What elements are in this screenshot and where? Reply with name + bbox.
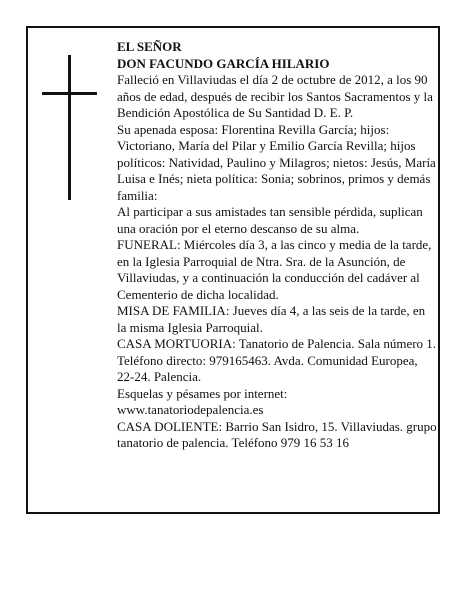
cross-horizontal-bar [42,92,97,95]
prayer-request: Al participar a sus amistades tan sensible pérdida, suplican una oración por el eterno descanso de su alma. [117,204,423,236]
cross-vertical-bar [68,55,71,200]
heading-title: EL SEÑOR [117,39,182,54]
funeral-info: FUNERAL: Miércoles día 3, a las cinco y media de la tarde, en la Iglesia Parroquial de Ntra. Sra. de la Asunción, de Villaviudas, y a continuación la conducción del cadáver al Cementerio de dicha localidad. [117,237,432,302]
obituary-notice [26,26,440,514]
deceased-name: DON FACUNDO GARCÍA HILARIO [117,55,330,71]
family-list: Su apenada esposa: Florentina Revilla García; hijos: Victoriano, María del Pilar y Emilio García Revilla; hijos políticos: Natividad, Paulino y Milagros; nietos: Jesús, María Luisa e Inés; nieta política: Sonia; sobrinos, primos y demás familia: [117,121,436,203]
mortuary-info: CASA MORTUORIA: Tanatorio de Palencia. Sala número 1. Teléfono directo: 979165463. Avda. Comunidad Europea, 22-24. Palencia. [117,336,437,384]
obituary-text [117,39,437,452]
death-announcement: Falleció en Villaviudas el día 2 de octubre de 2012, a los 90 años de edad, después de recibir los Santos Sacramentos y la Bendición Apostólica de Su Santidad D. E. P. [117,72,433,120]
family-mass-info: MISA DE FAMILIA: Jueves día 4, a las seis de la tarde, en la misma Iglesia Parroquial. [117,303,426,335]
online-condolences: Esquelas y pésames por internet: www.tanatoriodepalencia.es [117,385,288,417]
mourning-house-info: CASA DOLIENTE: Barrio San Isidro, 15. Villaviudas. grupo tanatorio de palencia. Teléfono 979 16 53 16 [117,418,437,450]
